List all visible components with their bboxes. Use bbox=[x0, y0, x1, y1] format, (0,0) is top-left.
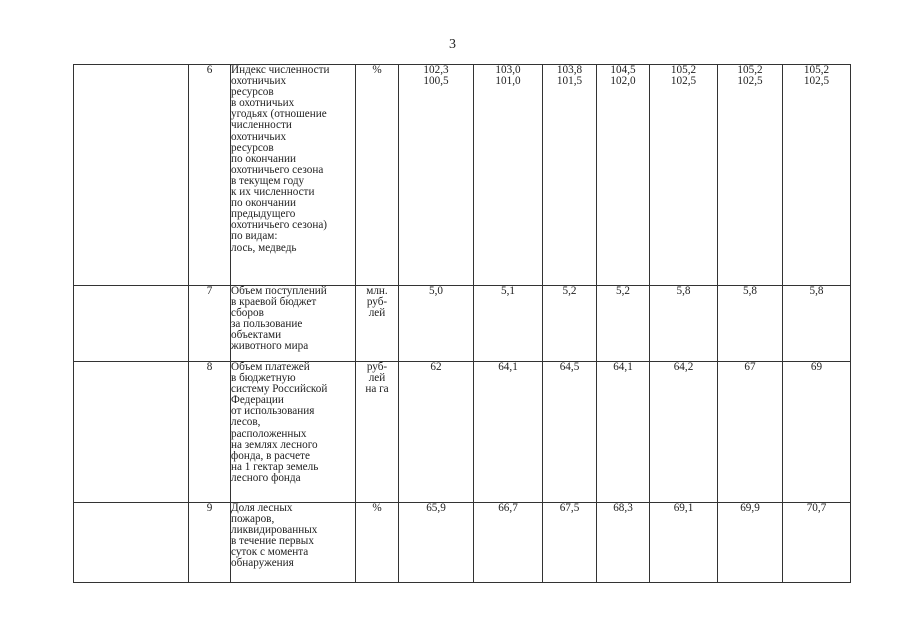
text-line: за пользование bbox=[231, 318, 303, 331]
text-line: в краевой бюджет bbox=[231, 296, 317, 309]
value-line: 105,2 bbox=[803, 64, 830, 76]
text-line: к их численности bbox=[231, 186, 315, 199]
value-cell bbox=[399, 503, 474, 583]
value-line: 103,8 bbox=[556, 64, 583, 76]
text-line: по окончании bbox=[231, 197, 296, 210]
text-line: ресурсов bbox=[231, 141, 274, 154]
value-cell bbox=[543, 286, 597, 362]
blank-cell bbox=[74, 503, 189, 583]
text-line: Объем платежей bbox=[231, 361, 310, 373]
page-number: 3 bbox=[449, 37, 456, 52]
unit-cell bbox=[356, 362, 399, 503]
value-cell bbox=[399, 65, 474, 286]
value-line: 62 bbox=[430, 361, 442, 373]
text-line: охотничьих bbox=[231, 130, 287, 143]
value-line: 70,7 bbox=[806, 502, 827, 514]
value-line: 64,1 bbox=[498, 361, 518, 373]
text-line: угодьях (отношение bbox=[231, 108, 327, 121]
indicator-name bbox=[231, 286, 356, 362]
value-line: 105,2 bbox=[737, 64, 763, 76]
unit-cell bbox=[356, 65, 399, 286]
value-cell bbox=[474, 286, 543, 362]
text-line: на га bbox=[365, 383, 389, 396]
value-cell bbox=[597, 286, 650, 362]
text-line: Доля лесных bbox=[231, 502, 293, 514]
value-line: 5,2 bbox=[616, 285, 630, 297]
value-line: 102,5 bbox=[737, 75, 763, 88]
text-line: объектами bbox=[231, 329, 282, 342]
value-line: 5,1 bbox=[501, 285, 515, 297]
text-line: по видам: bbox=[231, 230, 278, 243]
row-number: 9 bbox=[189, 503, 231, 583]
value-cell bbox=[718, 286, 783, 362]
text-line: на землях лесного bbox=[231, 438, 318, 451]
value-line: 5,8 bbox=[809, 285, 824, 297]
text-line: обнаружения bbox=[231, 557, 294, 570]
blank-cell bbox=[74, 362, 189, 503]
value-line: 68,3 bbox=[613, 502, 633, 514]
text-line: руб- bbox=[366, 296, 388, 309]
value-line: 69 bbox=[810, 361, 823, 373]
value-cell bbox=[399, 362, 474, 503]
text-line: численности bbox=[231, 119, 292, 132]
text-line: лесов, bbox=[231, 416, 261, 429]
value-line: 104,5 bbox=[610, 64, 636, 76]
text-line: лей bbox=[368, 307, 386, 320]
text-line: на 1 гектар земель bbox=[231, 460, 319, 473]
text-line: по окончании bbox=[231, 152, 296, 165]
value-cell bbox=[474, 65, 543, 286]
value-line: 64,2 bbox=[673, 361, 694, 373]
unit-cell bbox=[356, 503, 399, 583]
text-line: руб- bbox=[366, 361, 388, 373]
text-line: охотничьих bbox=[231, 75, 287, 88]
indicators-table bbox=[73, 64, 851, 583]
value-line: 102,5 bbox=[670, 75, 697, 88]
value-line: 5,8 bbox=[743, 285, 757, 297]
unit-cell bbox=[356, 286, 399, 362]
value-line: 65,9 bbox=[426, 502, 446, 514]
value-cell bbox=[783, 503, 851, 583]
text-line: предыдущего bbox=[231, 208, 296, 221]
value-cell bbox=[399, 286, 474, 362]
text-line: Индекс численности bbox=[231, 64, 330, 76]
table-row bbox=[74, 362, 851, 503]
value-cell bbox=[783, 286, 851, 362]
text-line: ресурсов bbox=[231, 86, 274, 99]
text-line: лесного фонда bbox=[231, 471, 301, 484]
text-line: млн. bbox=[366, 285, 388, 297]
text-line: в бюджетную bbox=[231, 372, 296, 385]
text-line: систему Российской bbox=[231, 383, 328, 396]
value-line: 5,2 bbox=[562, 285, 577, 297]
text-line: охотничьего сезона) bbox=[231, 219, 328, 232]
text-line: от использования bbox=[231, 405, 315, 418]
value-line: 67 bbox=[744, 361, 756, 373]
value-line: 67,5 bbox=[559, 502, 580, 514]
value-cell bbox=[597, 65, 650, 286]
value-line: 66,7 bbox=[498, 502, 518, 514]
value-line: 101,5 bbox=[556, 75, 583, 88]
text-line: суток с момента bbox=[231, 546, 309, 559]
value-cell bbox=[650, 286, 718, 362]
value-line: 102,0 bbox=[610, 75, 636, 88]
value-line: 5,8 bbox=[676, 285, 691, 297]
table-row bbox=[74, 503, 851, 583]
indicator-name bbox=[231, 362, 356, 503]
value-cell bbox=[474, 503, 543, 583]
value-cell bbox=[597, 503, 650, 583]
value-line: 100,5 bbox=[423, 75, 449, 88]
text-line: Федерации bbox=[231, 394, 284, 407]
text-line: Объем поступлений bbox=[231, 285, 327, 297]
row-number: 8 bbox=[189, 362, 231, 503]
indicator-name bbox=[231, 65, 356, 286]
text-line: в течение первых bbox=[231, 535, 314, 548]
value-line: 102,5 bbox=[803, 75, 830, 88]
text-line: % bbox=[372, 502, 382, 514]
value-cell bbox=[718, 65, 783, 286]
value-cell bbox=[718, 503, 783, 583]
row-number: 7 bbox=[189, 286, 231, 362]
value-cell bbox=[650, 65, 718, 286]
value-cell bbox=[543, 65, 597, 286]
text-line: расположенных bbox=[231, 427, 307, 440]
text-line: фонда, в расчете bbox=[231, 449, 310, 462]
value-line: 69,1 bbox=[673, 502, 694, 514]
table-row bbox=[74, 286, 851, 362]
text-line: % bbox=[372, 64, 382, 76]
row-number: 6 bbox=[189, 65, 231, 286]
value-cell bbox=[597, 362, 650, 503]
text-line: лей bbox=[368, 372, 386, 385]
text-line: охотничьего сезона bbox=[231, 163, 324, 176]
value-line: 5,0 bbox=[429, 285, 443, 297]
blank-cell bbox=[74, 65, 189, 286]
value-cell bbox=[718, 362, 783, 503]
value-line: 105,2 bbox=[670, 64, 697, 76]
text-line: сборов bbox=[231, 307, 264, 320]
indicator-name bbox=[231, 503, 356, 583]
text-line: лось, медведь bbox=[231, 241, 297, 254]
value-line: 103,0 bbox=[495, 64, 521, 76]
value-line: 64,1 bbox=[613, 361, 633, 373]
text-line: в текущем году bbox=[231, 174, 305, 187]
value-cell bbox=[650, 362, 718, 503]
value-cell bbox=[783, 362, 851, 503]
value-cell bbox=[543, 503, 597, 583]
text-line: пожаров, bbox=[231, 513, 275, 526]
value-line: 101,0 bbox=[495, 75, 521, 88]
blank-cell bbox=[74, 286, 189, 362]
value-cell bbox=[783, 65, 851, 286]
value-line: 69,9 bbox=[740, 502, 760, 514]
text-line: животного мира bbox=[231, 340, 309, 353]
text-line: в охотничьих bbox=[231, 97, 295, 110]
value-cell bbox=[474, 362, 543, 503]
value-cell bbox=[543, 362, 597, 503]
table-row bbox=[74, 65, 851, 286]
text-line: ликвидированных bbox=[231, 524, 318, 537]
value-cell bbox=[650, 503, 718, 583]
value-line: 64,5 bbox=[559, 361, 580, 373]
value-line: 102,3 bbox=[423, 64, 449, 76]
